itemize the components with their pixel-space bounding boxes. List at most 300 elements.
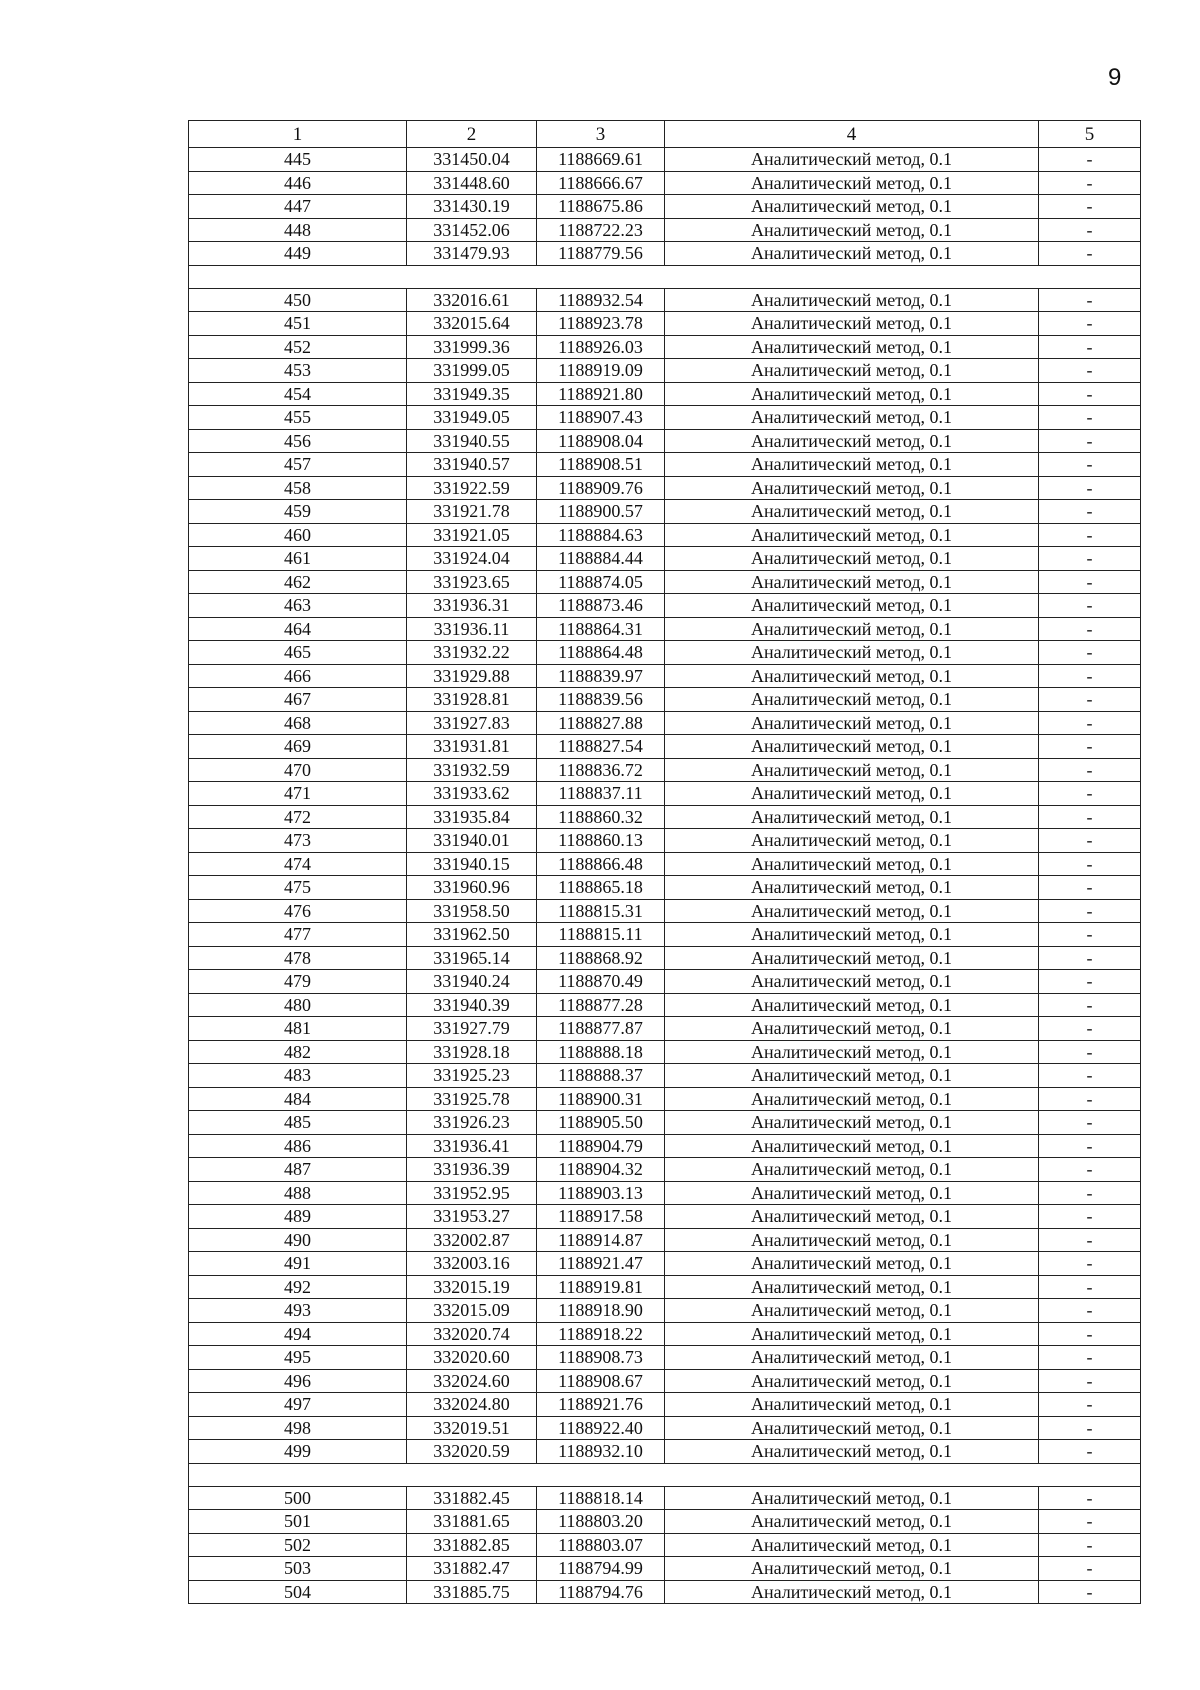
method-accuracy-cell: Аналитический метод, 0.1 [665,359,1039,383]
y-coordinate-cell: 1188870.49 [537,970,665,994]
point-number-cell: 462 [189,570,407,594]
point-number-cell: 487 [189,1158,407,1182]
table-row [189,429,1141,453]
y-coordinate-cell: 1188864.31 [537,617,665,641]
y-coordinate-cell: 1188860.32 [537,805,665,829]
method-accuracy-cell: Аналитический метод, 0.1 [665,429,1039,453]
point-number-cell: 493 [189,1299,407,1323]
table-row [189,195,1141,219]
y-coordinate-cell: 1188919.09 [537,359,665,383]
table-row [189,852,1141,876]
point-number-cell: 478 [189,946,407,970]
y-coordinate-cell: 1188669.61 [537,148,665,172]
note-cell: - [1039,876,1141,900]
table-row [189,1299,1141,1323]
method-accuracy-cell: Аналитический метод, 0.1 [665,148,1039,172]
note-cell: - [1039,1040,1141,1064]
method-accuracy-cell: Аналитический метод, 0.1 [665,946,1039,970]
method-accuracy-cell: Аналитический метод, 0.1 [665,993,1039,1017]
table-row [189,382,1141,406]
x-coordinate-cell: 331479.93 [407,242,537,266]
method-accuracy-cell: Аналитический метод, 0.1 [665,852,1039,876]
x-coordinate-cell: 332015.19 [407,1275,537,1299]
note-cell: - [1039,476,1141,500]
point-number-cell: 477 [189,923,407,947]
method-accuracy-cell: Аналитический метод, 0.1 [665,335,1039,359]
note-cell: - [1039,335,1141,359]
point-number-cell: 454 [189,382,407,406]
x-coordinate-cell: 331949.35 [407,382,537,406]
x-coordinate-cell: 332020.74 [407,1322,537,1346]
note-cell: - [1039,1158,1141,1182]
point-number-cell: 484 [189,1087,407,1111]
x-coordinate-cell: 332019.51 [407,1416,537,1440]
method-accuracy-cell: Аналитический метод, 0.1 [665,1064,1039,1088]
note-cell: - [1039,500,1141,524]
x-coordinate-cell: 331448.60 [407,171,537,195]
y-coordinate-cell: 1188884.44 [537,547,665,571]
method-accuracy-cell: Аналитический метод, 0.1 [665,899,1039,923]
method-accuracy-cell: Аналитический метод, 0.1 [665,1134,1039,1158]
method-accuracy-cell: Аналитический метод, 0.1 [665,1252,1039,1276]
table-row [189,359,1141,383]
table-row [189,993,1141,1017]
table-row [189,876,1141,900]
table-row [189,805,1141,829]
coordinates-table-body [189,121,1141,1604]
method-accuracy-cell: Аналитический метод, 0.1 [665,1416,1039,1440]
x-coordinate-cell: 331927.79 [407,1017,537,1041]
point-number-cell: 466 [189,664,407,688]
table-row [189,664,1141,688]
y-coordinate-cell: 1188675.86 [537,195,665,219]
point-number-cell: 446 [189,171,407,195]
x-coordinate-cell: 331925.78 [407,1087,537,1111]
table-row [189,312,1141,336]
note-cell: - [1039,570,1141,594]
point-number-cell: 486 [189,1134,407,1158]
table-row [189,711,1141,735]
note-cell: - [1039,1205,1141,1229]
y-coordinate-cell: 1188918.90 [537,1299,665,1323]
note-cell: - [1039,453,1141,477]
method-accuracy-cell: Аналитический метод, 0.1 [665,1228,1039,1252]
x-coordinate-cell: 331999.05 [407,359,537,383]
x-coordinate-cell: 331932.22 [407,641,537,665]
x-coordinate-cell: 331929.88 [407,664,537,688]
table-row [189,1040,1141,1064]
method-accuracy-cell: Аналитический метод, 0.1 [665,1017,1039,1041]
table-row [189,1510,1141,1534]
point-number-cell: 483 [189,1064,407,1088]
table-row [189,1252,1141,1276]
point-number-cell: 458 [189,476,407,500]
y-coordinate-cell: 1188779.56 [537,242,665,266]
table-row [189,288,1141,312]
x-coordinate-cell: 331921.78 [407,500,537,524]
method-accuracy-cell: Аналитический метод, 0.1 [665,876,1039,900]
note-cell: - [1039,359,1141,383]
point-number-cell: 496 [189,1369,407,1393]
point-number-cell: 467 [189,688,407,712]
x-coordinate-cell: 332024.80 [407,1393,537,1417]
point-number-cell: 472 [189,805,407,829]
y-coordinate-cell: 1188666.67 [537,171,665,195]
note-cell: - [1039,711,1141,735]
method-accuracy-cell: Аналитический метод, 0.1 [665,1440,1039,1464]
point-number-cell: 465 [189,641,407,665]
x-coordinate-cell: 331949.05 [407,406,537,430]
method-accuracy-cell: Аналитический метод, 0.1 [665,1111,1039,1135]
page-number: 9 [1108,64,1122,91]
note-cell: - [1039,617,1141,641]
note-cell: - [1039,688,1141,712]
note-cell: - [1039,852,1141,876]
table-row [189,782,1141,806]
y-coordinate-cell: 1188873.46 [537,594,665,618]
point-number-cell: 449 [189,242,407,266]
point-number-cell: 489 [189,1205,407,1229]
y-coordinate-cell: 1188914.87 [537,1228,665,1252]
y-coordinate-cell: 1188827.88 [537,711,665,735]
x-coordinate-cell: 332016.61 [407,288,537,312]
method-accuracy-cell: Аналитический метод, 0.1 [665,406,1039,430]
y-coordinate-cell: 1188900.31 [537,1087,665,1111]
method-accuracy-cell: Аналитический метод, 0.1 [665,1346,1039,1370]
y-coordinate-cell: 1188908.67 [537,1369,665,1393]
x-coordinate-cell: 331936.11 [407,617,537,641]
note-cell: - [1039,171,1141,195]
header-cell-2: 2 [407,121,537,148]
y-coordinate-cell: 1188926.03 [537,335,665,359]
method-accuracy-cell: Аналитический метод, 0.1 [665,829,1039,853]
table-row [189,1322,1141,1346]
point-number-cell: 480 [189,993,407,1017]
method-accuracy-cell: Аналитический метод, 0.1 [665,1205,1039,1229]
point-number-cell: 461 [189,547,407,571]
method-accuracy-cell: Аналитический метод, 0.1 [665,1322,1039,1346]
x-coordinate-cell: 331921.05 [407,523,537,547]
block-separator [189,1463,1141,1486]
y-coordinate-cell: 1188917.58 [537,1205,665,1229]
y-coordinate-cell: 1188794.99 [537,1557,665,1581]
point-number-cell: 455 [189,406,407,430]
x-coordinate-cell: 332002.87 [407,1228,537,1252]
point-number-cell: 459 [189,500,407,524]
x-coordinate-cell: 332024.60 [407,1369,537,1393]
separator-cell [189,1463,1141,1486]
method-accuracy-cell: Аналитический метод, 0.1 [665,570,1039,594]
x-coordinate-cell: 331936.41 [407,1134,537,1158]
x-coordinate-cell: 331885.75 [407,1580,537,1604]
method-accuracy-cell: Аналитический метод, 0.1 [665,382,1039,406]
x-coordinate-cell: 331940.39 [407,993,537,1017]
method-accuracy-cell: Аналитический метод, 0.1 [665,805,1039,829]
x-coordinate-cell: 331922.59 [407,476,537,500]
y-coordinate-cell: 1188922.40 [537,1416,665,1440]
point-number-cell: 452 [189,335,407,359]
table-row [189,242,1141,266]
x-coordinate-cell: 331926.23 [407,1111,537,1135]
note-cell: - [1039,829,1141,853]
note-cell: - [1039,1087,1141,1111]
x-coordinate-cell: 331882.45 [407,1486,537,1510]
y-coordinate-cell: 1188864.48 [537,641,665,665]
x-coordinate-cell: 331960.96 [407,876,537,900]
coordinates-table [188,120,1141,1604]
y-coordinate-cell: 1188909.76 [537,476,665,500]
note-cell: - [1039,1322,1141,1346]
y-coordinate-cell: 1188794.76 [537,1580,665,1604]
note-cell: - [1039,782,1141,806]
point-number-cell: 468 [189,711,407,735]
method-accuracy-cell: Аналитический метод, 0.1 [665,1158,1039,1182]
method-accuracy-cell: Аналитический метод, 0.1 [665,547,1039,571]
point-number-cell: 469 [189,735,407,759]
note-cell: - [1039,1299,1141,1323]
point-number-cell: 490 [189,1228,407,1252]
point-number-cell: 464 [189,617,407,641]
x-coordinate-cell: 331940.01 [407,829,537,853]
table-row [189,1181,1141,1205]
y-coordinate-cell: 1188874.05 [537,570,665,594]
point-number-cell: 485 [189,1111,407,1135]
point-number-cell: 463 [189,594,407,618]
table-row [189,1064,1141,1088]
table-row [189,1275,1141,1299]
table-row [189,594,1141,618]
point-number-cell: 482 [189,1040,407,1064]
x-coordinate-cell: 331925.23 [407,1064,537,1088]
method-accuracy-cell: Аналитический метод, 0.1 [665,1040,1039,1064]
note-cell: - [1039,1416,1141,1440]
note-cell: - [1039,1064,1141,1088]
y-coordinate-cell: 1188904.32 [537,1158,665,1182]
note-cell: - [1039,148,1141,172]
table-row [189,500,1141,524]
note-cell: - [1039,288,1141,312]
table-row [189,523,1141,547]
x-coordinate-cell: 331936.39 [407,1158,537,1182]
block-separator [189,265,1141,288]
header-cell-3: 3 [537,121,665,148]
note-cell: - [1039,195,1141,219]
x-coordinate-cell: 331940.57 [407,453,537,477]
y-coordinate-cell: 1188908.04 [537,429,665,453]
method-accuracy-cell: Аналитический метод, 0.1 [665,688,1039,712]
note-cell: - [1039,970,1141,994]
y-coordinate-cell: 1188803.20 [537,1510,665,1534]
table-row [189,1393,1141,1417]
point-number-cell: 473 [189,829,407,853]
x-coordinate-cell: 331940.24 [407,970,537,994]
point-number-cell: 494 [189,1322,407,1346]
y-coordinate-cell: 1188904.79 [537,1134,665,1158]
table-row [189,1205,1141,1229]
point-number-cell: 498 [189,1416,407,1440]
y-coordinate-cell: 1188877.87 [537,1017,665,1041]
note-cell: - [1039,1346,1141,1370]
point-number-cell: 448 [189,218,407,242]
y-coordinate-cell: 1188860.13 [537,829,665,853]
y-coordinate-cell: 1188921.76 [537,1393,665,1417]
method-accuracy-cell: Аналитический метод, 0.1 [665,1369,1039,1393]
x-coordinate-cell: 331952.95 [407,1181,537,1205]
x-coordinate-cell: 331999.36 [407,335,537,359]
note-cell: - [1039,312,1141,336]
point-number-cell: 504 [189,1580,407,1604]
point-number-cell: 450 [189,288,407,312]
note-cell: - [1039,1510,1141,1534]
table-row [189,1017,1141,1041]
x-coordinate-cell: 332015.64 [407,312,537,336]
y-coordinate-cell: 1188888.18 [537,1040,665,1064]
table-row [189,453,1141,477]
table-row [189,1369,1141,1393]
x-coordinate-cell: 331881.65 [407,1510,537,1534]
note-cell: - [1039,923,1141,947]
y-coordinate-cell: 1188868.92 [537,946,665,970]
y-coordinate-cell: 1188818.14 [537,1486,665,1510]
table-row [189,148,1141,172]
y-coordinate-cell: 1188827.54 [537,735,665,759]
note-cell: - [1039,1017,1141,1041]
table-row [189,335,1141,359]
x-coordinate-cell: 331924.04 [407,547,537,571]
method-accuracy-cell: Аналитический метод, 0.1 [665,476,1039,500]
y-coordinate-cell: 1188923.78 [537,312,665,336]
x-coordinate-cell: 332003.16 [407,1252,537,1276]
note-cell: - [1039,1181,1141,1205]
y-coordinate-cell: 1188722.23 [537,218,665,242]
table-row [189,1557,1141,1581]
note-cell: - [1039,946,1141,970]
method-accuracy-cell: Аналитический метод, 0.1 [665,1486,1039,1510]
x-coordinate-cell: 331927.83 [407,711,537,735]
y-coordinate-cell: 1188908.73 [537,1346,665,1370]
table-row [189,617,1141,641]
point-number-cell: 474 [189,852,407,876]
method-accuracy-cell: Аналитический метод, 0.1 [665,500,1039,524]
x-coordinate-cell: 331936.31 [407,594,537,618]
x-coordinate-cell: 331958.50 [407,899,537,923]
point-number-cell: 500 [189,1486,407,1510]
x-coordinate-cell: 332020.59 [407,1440,537,1464]
table-row [189,406,1141,430]
method-accuracy-cell: Аналитический метод, 0.1 [665,664,1039,688]
x-coordinate-cell: 331928.18 [407,1040,537,1064]
method-accuracy-cell: Аналитический метод, 0.1 [665,970,1039,994]
point-number-cell: 481 [189,1017,407,1041]
note-cell: - [1039,218,1141,242]
x-coordinate-cell: 332015.09 [407,1299,537,1323]
note-cell: - [1039,382,1141,406]
x-coordinate-cell: 331933.62 [407,782,537,806]
y-coordinate-cell: 1188836.72 [537,758,665,782]
method-accuracy-cell: Аналитический метод, 0.1 [665,312,1039,336]
y-coordinate-cell: 1188907.43 [537,406,665,430]
method-accuracy-cell: Аналитический метод, 0.1 [665,735,1039,759]
table-row [189,1158,1141,1182]
method-accuracy-cell: Аналитический метод, 0.1 [665,1299,1039,1323]
y-coordinate-cell: 1188884.63 [537,523,665,547]
x-coordinate-cell: 331965.14 [407,946,537,970]
note-cell: - [1039,1393,1141,1417]
y-coordinate-cell: 1188839.56 [537,688,665,712]
method-accuracy-cell: Аналитический метод, 0.1 [665,594,1039,618]
table-row [189,970,1141,994]
note-cell: - [1039,1486,1141,1510]
table-row [189,735,1141,759]
method-accuracy-cell: Аналитический метод, 0.1 [665,523,1039,547]
table-row [189,1486,1141,1510]
x-coordinate-cell: 331923.65 [407,570,537,594]
method-accuracy-cell: Аналитический метод, 0.1 [665,1533,1039,1557]
point-number-cell: 495 [189,1346,407,1370]
point-number-cell: 447 [189,195,407,219]
note-cell: - [1039,1580,1141,1604]
x-coordinate-cell: 332020.60 [407,1346,537,1370]
method-accuracy-cell: Аналитический метод, 0.1 [665,1087,1039,1111]
method-accuracy-cell: Аналитический метод, 0.1 [665,1275,1039,1299]
x-coordinate-cell: 331962.50 [407,923,537,947]
x-coordinate-cell: 331932.59 [407,758,537,782]
note-cell: - [1039,1111,1141,1135]
x-coordinate-cell: 331928.81 [407,688,537,712]
x-coordinate-cell: 331940.55 [407,429,537,453]
method-accuracy-cell: Аналитический метод, 0.1 [665,758,1039,782]
table-row [189,829,1141,853]
table-row [189,1533,1141,1557]
table-row [189,641,1141,665]
table-row [189,171,1141,195]
method-accuracy-cell: Аналитический метод, 0.1 [665,171,1039,195]
method-accuracy-cell: Аналитический метод, 0.1 [665,1580,1039,1604]
point-number-cell: 457 [189,453,407,477]
note-cell: - [1039,899,1141,923]
note-cell: - [1039,547,1141,571]
note-cell: - [1039,1533,1141,1557]
note-cell: - [1039,735,1141,759]
x-coordinate-cell: 331882.47 [407,1557,537,1581]
method-accuracy-cell: Аналитический метод, 0.1 [665,1181,1039,1205]
table-row [189,547,1141,571]
point-number-cell: 471 [189,782,407,806]
point-number-cell: 456 [189,429,407,453]
note-cell: - [1039,1252,1141,1276]
table-row [189,1580,1141,1604]
table-row [189,218,1141,242]
method-accuracy-cell: Аналитический метод, 0.1 [665,242,1039,266]
y-coordinate-cell: 1188803.07 [537,1533,665,1557]
point-number-cell: 501 [189,1510,407,1534]
table-row [189,570,1141,594]
y-coordinate-cell: 1188918.22 [537,1322,665,1346]
y-coordinate-cell: 1188837.11 [537,782,665,806]
y-coordinate-cell: 1188903.13 [537,1181,665,1205]
point-number-cell: 476 [189,899,407,923]
note-cell: - [1039,523,1141,547]
y-coordinate-cell: 1188865.18 [537,876,665,900]
method-accuracy-cell: Аналитический метод, 0.1 [665,923,1039,947]
point-number-cell: 470 [189,758,407,782]
note-cell: - [1039,594,1141,618]
y-coordinate-cell: 1188932.54 [537,288,665,312]
method-accuracy-cell: Аналитический метод, 0.1 [665,288,1039,312]
table-row [189,1440,1141,1464]
method-accuracy-cell: Аналитический метод, 0.1 [665,782,1039,806]
x-coordinate-cell: 331450.04 [407,148,537,172]
